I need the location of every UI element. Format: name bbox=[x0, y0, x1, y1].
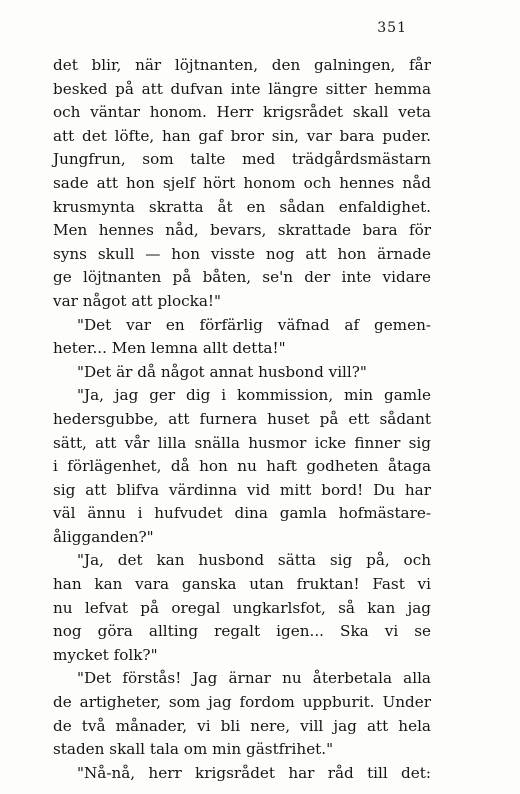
text-line: de två månader, vi bli nere, vill jag att hela bbox=[53, 716, 431, 735]
text-line: i förlägenhet, då hon nu haft godheten åtaga bbox=[53, 457, 431, 476]
text-line: de artigheter, som jag fordom uppburit. Under bbox=[53, 693, 431, 712]
text-line: och väntar honom. Herr krigsrådet skall veta bbox=[53, 103, 431, 122]
text-line: besked på att dufvan inte längre sitter hemma bbox=[53, 79, 431, 98]
text-line: nu lefvat på oregal ungkarlsfot, så kan jag bbox=[53, 598, 431, 617]
text-line: åligganden?" bbox=[53, 527, 154, 546]
text-line: staden skall tala om min gästfrihet." bbox=[53, 740, 334, 759]
text-line: ge löjtnanten på båten, se'n der inte vidare bbox=[53, 268, 431, 287]
text-line: "Nå-nå, herr krigsrådet har råd till det: bbox=[77, 763, 431, 782]
text-line: var något att plocka!" bbox=[53, 291, 222, 310]
text-line: han kan vara ganska utan fruktan! Fast vi bbox=[53, 575, 431, 594]
text-line: Men hennes nåd, bevars, skrattade bara för bbox=[53, 221, 431, 240]
text-line: "Det var en förfärlig väfnad af gemen- bbox=[77, 315, 431, 334]
text-line: sig att blifva värdinna vid mitt bord! Du har bbox=[53, 480, 431, 499]
body-text bbox=[53, 54, 431, 785]
text-line: "Ja, jag ger dig i kommission, min gamle bbox=[77, 386, 431, 405]
text-line: heter... Men lemna allt detta!" bbox=[53, 339, 286, 358]
page-number: 351 bbox=[377, 20, 407, 36]
text-line: "Ja, det kan husbond sätta sig på, och bbox=[77, 551, 431, 570]
text-line: mycket folk?" bbox=[53, 645, 158, 664]
text-line: nog göra allting regalt igen... Ska vi se bbox=[53, 622, 431, 641]
text-line: "Det är då något annat husbond vill?" bbox=[77, 362, 367, 381]
text-line: att det löfte, han gaf bror sin, var bara puder. bbox=[53, 126, 431, 145]
text-line: sätt, att vår lilla snälla husmor icke finner sig bbox=[53, 433, 431, 452]
text-line: väl ännu i hufvudet dina gamla hofmästare- bbox=[53, 504, 431, 523]
text-line: krusmynta skratta åt en sådan enfaldighet. bbox=[53, 197, 431, 216]
text-line: Jungfrun, som talte med trädgårdsmästarn bbox=[53, 150, 431, 169]
text-line: "Det förstås! Jag ärnar nu återbetala alla bbox=[77, 669, 431, 688]
text-line: syns skull — hon visste nog att hon ärnade bbox=[53, 244, 431, 263]
text-line: det blir, när löjtnanten, den galningen, får bbox=[53, 56, 431, 74]
text-line: sade att hon sjelf hört honom och hennes nåd bbox=[53, 173, 431, 192]
text-line: hedersgubbe, att furnera huset på ett sådant bbox=[53, 409, 431, 428]
